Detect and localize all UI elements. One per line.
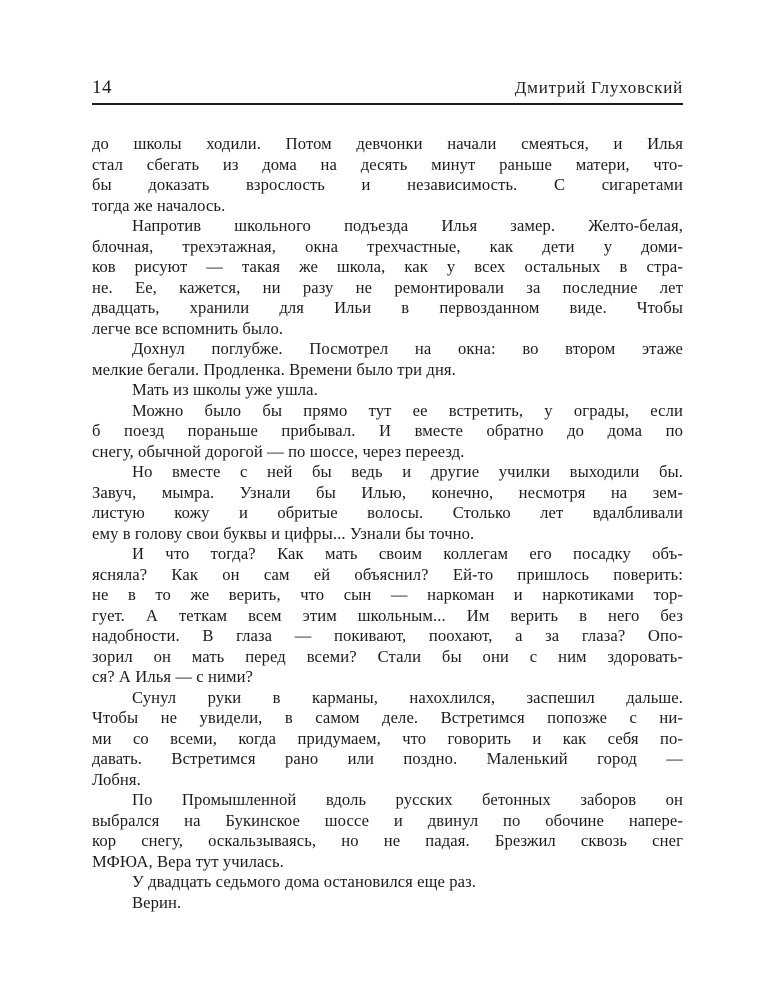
paragraph	[92, 339, 683, 380]
header-rule	[92, 103, 683, 105]
text-line: ми со всеми, когда придумаем, что говорить и как себя по-	[92, 728, 683, 748]
text-line: легче все вспомнить было.	[92, 318, 284, 338]
text-line: Напротив школьного подъезда Илья замер. Желто-белая,	[132, 216, 683, 235]
text-line: мелкие бегали. Продленка. Времени было три дня.	[92, 359, 456, 379]
text-line: Можно было бы прямо тут ее встретить, у ограды, если	[132, 400, 683, 420]
text-line: до школы ходили. Потом девчонки начали смеяться, и Илья	[92, 134, 683, 153]
text-line: листую кожу и обритые волосы. Столько лет вдалбливали	[92, 503, 683, 522]
text-line: стал сбегать из дома на десять минут раньше матери, что-	[92, 154, 683, 174]
text-line: бы доказать взрослость и независимость. С сигаретами	[92, 175, 683, 194]
text-block	[92, 0, 683, 913]
text-line: снегу, обычной дорогой — по шоссе, через переезд.	[92, 441, 465, 461]
paragraph	[92, 216, 683, 339]
running-header	[92, 77, 683, 99]
text-line: ясняла? Как он сам ей объяснил? Ей-то пришлось поверить:	[92, 564, 683, 584]
text-line: МФЮА, Вера тут училась.	[92, 851, 284, 871]
paragraph	[92, 872, 683, 893]
paragraph	[92, 380, 683, 401]
text-line: надобности. В глаза — покивают, поохают, а за глаза? Опо-	[92, 626, 683, 645]
paragraph	[92, 688, 683, 791]
text-line: Верин.	[132, 892, 182, 912]
text-line: Завуч, мымра. Узнали бы Илью, конечно, несмотря на зем-	[92, 482, 683, 502]
text-line: Чтобы не увидели, в самом деле. Встретимся попозже с ни-	[92, 708, 683, 727]
text-line: давать. Встретимся рано или поздно. Маленький город —	[92, 749, 683, 768]
paragraph	[92, 134, 683, 216]
text-line: Лобня.	[92, 769, 141, 789]
text-line: не в то же верить, что сын — наркоман и наркотиками тор-	[92, 585, 683, 604]
text-line: Дохнул поглубже. Посмотрел на окна: во втором этаже	[132, 339, 683, 358]
text-line: Мать из школы уже ушла.	[132, 380, 318, 399]
text-line: выбрался на Букинское шоссе и двинул по обочине напере-	[92, 810, 683, 830]
paragraph	[92, 401, 683, 463]
text-line: кор снегу, оскальзываясь, но не падая. Брезжил сквозь снег	[92, 831, 683, 850]
paragraph	[92, 462, 683, 544]
text-line: зорил он мать перед всеми? Стали бы они с ним здоровать-	[92, 646, 683, 666]
text-line: блочная, трехэтажная, окна трехчастные, как дети у доми-	[92, 236, 683, 256]
text-line: Но вместе с ней бы ведь и другие училки выходили бы.	[132, 462, 683, 481]
text-line: По Промышленной вдоль русских бетонных заборов он	[132, 790, 683, 809]
text-line: тогда же началось.	[92, 195, 226, 215]
text-line: И что тогда? Как мать своим коллегам его посадку объ-	[132, 544, 683, 563]
text-line: ся? А Илья — с ними?	[92, 667, 254, 686]
paragraph	[92, 790, 683, 872]
page-body	[92, 134, 683, 913]
text-line: ему в голову свои буквы и цифры... Узнали бы точно.	[92, 523, 475, 543]
text-line: двадцать, хранили для Ильи в первозданном виде. Чтобы	[92, 298, 683, 317]
paragraph	[92, 544, 683, 688]
text-line: У двадцать седьмого дома остановился еще раз.	[132, 872, 476, 891]
text-line: б поезд пораньше прибывал. И вместе обратно до дома по	[92, 421, 683, 440]
text-line: ков рисуют — такая же школа, как у всех остальных в стра-	[92, 257, 683, 276]
text-line: гует. А теткам всем этим школьным... Им верить в него без	[92, 605, 683, 625]
paragraph	[92, 893, 683, 914]
running-header-author: Дмитрий Глуховский	[514, 78, 683, 97]
text-line: не. Ее, кажется, ни разу не ремонтировали за последние лет	[92, 277, 683, 297]
page-number: 14	[92, 77, 112, 98]
text-line: Сунул руки в карманы, нахохлился, заспешил дальше.	[132, 687, 683, 707]
